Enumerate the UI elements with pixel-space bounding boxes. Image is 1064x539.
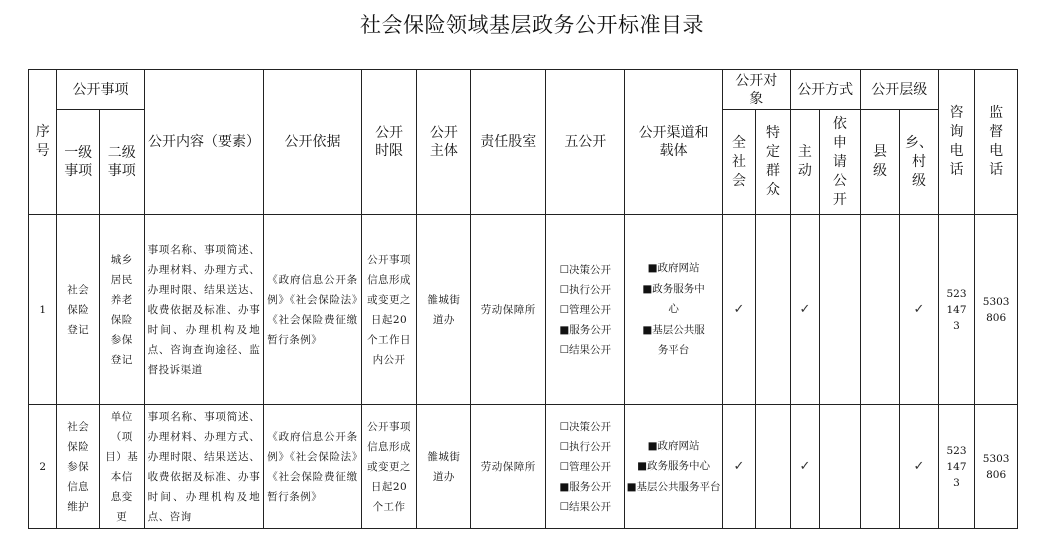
row-method-request [820,215,861,405]
header-level-county: 县 级 [860,110,900,215]
row-consult-phone: 523 147 3 [938,215,975,405]
row-target-all-check: ✓ [722,405,755,529]
row-subject: 雒城街 道办 [417,215,471,405]
header-content: 公开内容（要素） [144,70,264,215]
table-row [29,405,1018,529]
header-subject: 公开 主体 [417,70,471,215]
row-channel-list: ■政府网站 ■政务服务中心 ■基层公共服务平台 [625,405,722,529]
header-target-group: 公开对 象 [722,70,790,110]
header-method-active: 主 动 [790,110,819,215]
row-five-list: ☐决策公开 ☐执行公开 ☐管理公开 ■服务公开 ☐结果公开 [546,215,625,405]
header-target-all: 全 社 会 [722,110,755,215]
row-level2: 单位 （项 目）基 本信 息变 更 [99,405,144,529]
row-level-county [860,215,900,405]
row-office: 劳动保障所 [471,405,546,529]
header-method-group: 公开方式 [790,70,860,110]
row-target-all-check: ✓ [722,215,755,405]
row-target-specific [756,215,790,405]
row-time-limit: 公开事项 信息形成 或变更之 日起20 个工作 [361,405,417,529]
header-office: 责任股室 [471,70,546,215]
row-time-limit: 公开事项 信息形成 或变更之 日起20 个工作日 内公开 [361,215,417,405]
row-level-town-check: ✓ [900,405,939,529]
row-level2: 城乡 居民 养老 保险 参保 登记 [99,215,144,405]
row-method-request [820,405,861,529]
header-channel: 公开渠道和 载体 [625,70,722,215]
header-level-town: 乡、 村 级 [900,110,939,215]
header-level2: 二级 事项 [99,110,144,215]
row-five-list: ☐决策公开 ☐执行公开 ☐管理公开 ■服务公开 ☐结果公开 [546,405,625,529]
row-supervise-phone: 5303 806 [975,215,1018,405]
row-channel-list: ■政府网站 ■政务服务中 心 ■基层公共服 务平台 [625,215,722,405]
row-target-specific [756,405,790,529]
header-five: 五公开 [546,70,625,215]
header-target-specific: 特 定 群 众 [756,110,790,215]
table-row [29,215,1018,405]
header-basis: 公开依据 [264,70,361,215]
row-seq: 2 [29,405,57,529]
header-supervise-phone: 监 督 电 话 [975,70,1018,215]
page-title: 社会保险领域基层政务公开标准目录 [360,13,704,37]
row-content: 事项名称、事项简述、办理材料、办理方式、办理时限、结果送达、收费依据及标准、办事时间、办理机构及地点、咨询 [144,405,264,529]
standard-catalog-table [28,69,1018,529]
row-basis: 《政府信息公开条例》《社会保险法》《社会保险费征缴暂行条例》 [264,405,361,529]
header-time-limit: 公开 时限 [361,70,417,215]
row-seq: 1 [29,215,57,405]
header-seq: 序 号 [29,70,57,215]
row-level-town-check: ✓ [900,215,939,405]
row-level1: 社会 保险 登记 [57,215,100,405]
row-supervise-phone: 5303 806 [975,405,1018,529]
row-office: 劳动保障所 [471,215,546,405]
row-level1: 社会 保险 参保 信息 维护 [57,405,100,529]
header-level1: 一级 事项 [57,110,100,215]
row-subject: 雒城街 道办 [417,405,471,529]
row-consult-phone: 523 147 3 [938,405,975,529]
row-method-active-check: ✓ [790,215,819,405]
row-basis: 《政府信息公开条例》《社会保险法》《社会保险费征缴暂行条例》 [264,215,361,405]
header-item-group: 公开事项 [57,70,144,110]
row-level-county [860,405,900,529]
header-consult-phone: 咨 询 电 话 [938,70,975,215]
header-level-group: 公开层级 [860,70,938,110]
header-row-1 [29,70,1018,110]
row-method-active-check: ✓ [790,405,819,529]
header-method-request: 依 申 请 公 开 [820,110,861,215]
row-content: 事项名称、事项简述、办理材料、办理方式、办理时限、结果送达、收费依据及标准、办事时间、办理机构及地点、咨询查询途径、监督投诉渠道 [144,215,264,405]
